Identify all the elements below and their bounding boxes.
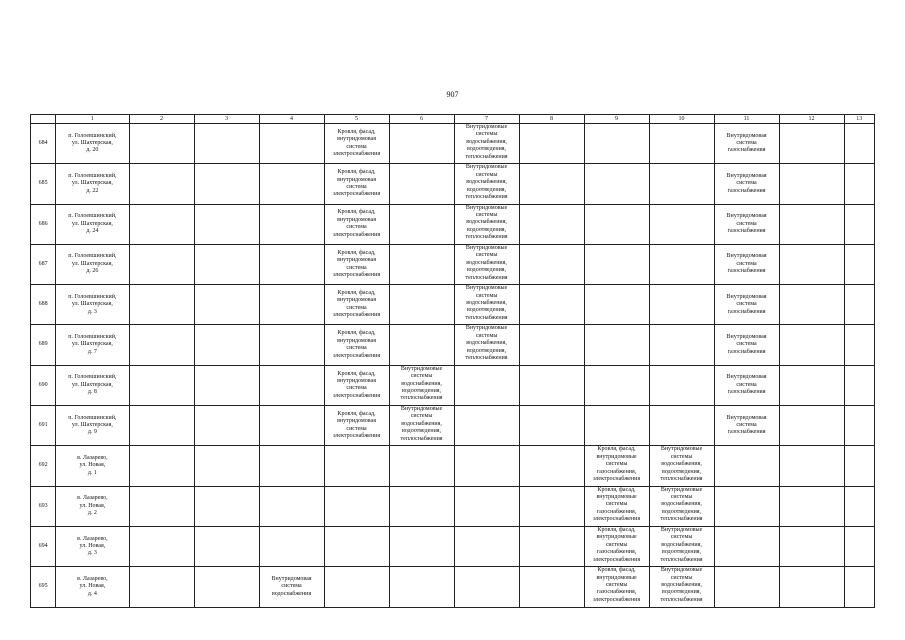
cell-col-4 xyxy=(194,164,259,204)
cell-col-4 xyxy=(194,285,259,325)
cell-col-14 xyxy=(844,164,874,204)
cell-col-5 xyxy=(259,486,324,526)
cell-address: п. Голоевшинский, ул. Шахтерская, д. 26 xyxy=(56,244,129,284)
cell-col-14 xyxy=(844,285,874,325)
cell-col-7 xyxy=(389,325,454,365)
cell-row-number: 694 xyxy=(31,526,56,566)
cell-col-13 xyxy=(779,567,844,607)
cell-col-7 xyxy=(389,244,454,284)
cell-col-9 xyxy=(519,526,584,566)
cell-col-9 xyxy=(519,204,584,244)
cell-col-12 xyxy=(714,486,779,526)
header-cell-9: 9 xyxy=(584,115,649,124)
table-row xyxy=(31,325,875,365)
cell-col-10 xyxy=(584,244,649,284)
cell-col-11 xyxy=(649,204,714,244)
cell-col-13 xyxy=(779,365,844,405)
column-number-row xyxy=(31,115,875,124)
table-row xyxy=(31,446,875,486)
cell-col-11: Внутридомовые системы водоснабжения, водоотведения, теплоснабжения xyxy=(649,446,714,486)
cell-col-12: Внутридомовая система газоснабжения xyxy=(714,325,779,365)
cell-col-8 xyxy=(454,526,519,566)
cell-col-3 xyxy=(129,164,194,204)
cell-col-6: Кровля, фасад, внутридомовая система электроснабжения xyxy=(324,244,389,284)
cell-col-11 xyxy=(649,124,714,164)
cell-col-7 xyxy=(389,204,454,244)
header-cell-8: 8 xyxy=(519,115,584,124)
cell-col-3 xyxy=(129,204,194,244)
cell-col-4 xyxy=(194,325,259,365)
cell-col-14 xyxy=(844,325,874,365)
cell-col-4 xyxy=(194,244,259,284)
header-cell-10: 10 xyxy=(649,115,714,124)
cell-row-number: 687 xyxy=(31,244,56,284)
cell-col-14 xyxy=(844,526,874,566)
cell-col-4 xyxy=(194,446,259,486)
cell-col-9 xyxy=(519,446,584,486)
cell-col-12 xyxy=(714,446,779,486)
cell-col-6: Кровля, фасад, внутридомовая система электроснабжения xyxy=(324,204,389,244)
cell-col-7 xyxy=(389,486,454,526)
cell-col-6 xyxy=(324,567,389,607)
cell-col-8 xyxy=(454,406,519,446)
table-row xyxy=(31,244,875,284)
cell-col-9 xyxy=(519,406,584,446)
cell-col-5 xyxy=(259,325,324,365)
cell-col-9 xyxy=(519,244,584,284)
cell-col-4 xyxy=(194,406,259,446)
cell-col-6: Кровля, фасад, внутридомовая система электроснабжения xyxy=(324,124,389,164)
cell-address: п. Голоевшинский, ул. Шахтерская, д. 3 xyxy=(56,285,129,325)
cell-col-8 xyxy=(454,567,519,607)
table-row xyxy=(31,365,875,405)
cell-col-6: Кровля, фасад, внутридомовая система электроснабжения xyxy=(324,406,389,446)
cell-col-11 xyxy=(649,406,714,446)
cell-col-8: Внутридомовые системы водоснабжения, водоотведения, теплоснабжения xyxy=(454,285,519,325)
cell-col-8: Внутридомовые системы водоснабжения, водоотведения, теплоснабжения xyxy=(454,124,519,164)
cell-col-14 xyxy=(844,244,874,284)
cell-col-3 xyxy=(129,285,194,325)
cell-col-5: Внутридомовая система водоснабжения xyxy=(259,567,324,607)
cell-col-7: Внутридомовые системы водоснабжения, водоотведения, теплоснабжения xyxy=(389,406,454,446)
cell-col-7 xyxy=(389,446,454,486)
cell-col-10 xyxy=(584,124,649,164)
cell-address: п. Голоевшинский, ул. Шахтерская, д. 9 xyxy=(56,406,129,446)
cell-col-12: Внутридомовая система газоснабжения xyxy=(714,406,779,446)
cell-col-13 xyxy=(779,164,844,204)
header-cell-7: 7 xyxy=(454,115,519,124)
cell-col-6: Кровля, фасад, внутридомовая система электроснабжения xyxy=(324,285,389,325)
header-cell-4: 4 xyxy=(259,115,324,124)
cell-address: в. Лазарево, ул. Новая, д. 4 xyxy=(56,567,129,607)
header-cell-13: 13 xyxy=(844,115,874,124)
cell-col-3 xyxy=(129,486,194,526)
cell-col-11 xyxy=(649,244,714,284)
cell-col-5 xyxy=(259,285,324,325)
page-number: 907 xyxy=(446,90,459,99)
cell-col-5 xyxy=(259,244,324,284)
cell-col-3 xyxy=(129,526,194,566)
cell-col-5 xyxy=(259,446,324,486)
cell-col-6: Кровля, фасад, внутридомовая система электроснабжения xyxy=(324,365,389,405)
cell-col-3 xyxy=(129,124,194,164)
table-row xyxy=(31,526,875,566)
cell-col-12 xyxy=(714,526,779,566)
cell-col-6 xyxy=(324,526,389,566)
cell-col-14 xyxy=(844,567,874,607)
cell-col-12: Внутридомовая система газоснабжения xyxy=(714,164,779,204)
table-row xyxy=(31,285,875,325)
table-row xyxy=(31,567,875,607)
table-row xyxy=(31,164,875,204)
cell-col-13 xyxy=(779,124,844,164)
cell-col-11 xyxy=(649,285,714,325)
cell-col-14 xyxy=(844,446,874,486)
cell-address: п. Голоевшинский, ул. Шахтерская, д. 8 xyxy=(56,365,129,405)
cell-col-4 xyxy=(194,526,259,566)
cell-col-13 xyxy=(779,325,844,365)
header-cell-blank xyxy=(31,115,56,124)
header-cell-12: 12 xyxy=(779,115,844,124)
cell-col-6: Кровля, фасад, внутридомовая система электроснабжения xyxy=(324,325,389,365)
cell-row-number: 689 xyxy=(31,325,56,365)
cell-col-4 xyxy=(194,365,259,405)
cell-col-10 xyxy=(584,365,649,405)
cell-col-5 xyxy=(259,526,324,566)
cell-row-number: 691 xyxy=(31,406,56,446)
cell-col-4 xyxy=(194,204,259,244)
cell-col-9 xyxy=(519,325,584,365)
work-plan-table xyxy=(30,114,875,608)
cell-col-9 xyxy=(519,567,584,607)
cell-col-7: Внутридомовые системы водоснабжения, водоотведения, теплоснабжения xyxy=(389,365,454,405)
cell-row-number: 686 xyxy=(31,204,56,244)
cell-col-7 xyxy=(389,567,454,607)
cell-col-4 xyxy=(194,567,259,607)
header-cell-2: 2 xyxy=(129,115,194,124)
cell-col-13 xyxy=(779,285,844,325)
cell-address: в. Лазарево, ул. Новая, д. 2 xyxy=(56,486,129,526)
cell-col-10 xyxy=(584,204,649,244)
cell-col-5 xyxy=(259,124,324,164)
cell-col-5 xyxy=(259,365,324,405)
cell-col-12: Внутридомовая система газоснабжения xyxy=(714,124,779,164)
cell-col-14 xyxy=(844,486,874,526)
cell-row-number: 685 xyxy=(31,164,56,204)
cell-col-13 xyxy=(779,406,844,446)
cell-col-12 xyxy=(714,567,779,607)
cell-col-6 xyxy=(324,486,389,526)
cell-col-9 xyxy=(519,285,584,325)
cell-address: в. Лазарево, ул. Новая, д. 1 xyxy=(56,446,129,486)
cell-col-10: Кровля, фасад, внутридомовые системы газоснабжения, электроснабжения xyxy=(584,567,649,607)
cell-row-number: 693 xyxy=(31,486,56,526)
cell-col-10: Кровля, фасад, внутридомовые системы газоснабжения, электроснабжения xyxy=(584,446,649,486)
cell-col-10: Кровля, фасад, внутридомовые системы газоснабжения, электроснабжения xyxy=(584,486,649,526)
cell-col-3 xyxy=(129,325,194,365)
cell-col-8 xyxy=(454,446,519,486)
cell-col-10 xyxy=(584,325,649,365)
cell-col-4 xyxy=(194,124,259,164)
cell-row-number: 692 xyxy=(31,446,56,486)
cell-col-5 xyxy=(259,204,324,244)
cell-col-13 xyxy=(779,446,844,486)
cell-row-number: 695 xyxy=(31,567,56,607)
cell-col-3 xyxy=(129,406,194,446)
cell-col-8: Внутридомовые системы водоснабжения, водоотведения, теплоснабжения xyxy=(454,244,519,284)
cell-col-14 xyxy=(844,204,874,244)
header-cell-3: 3 xyxy=(194,115,259,124)
header-cell-5: 5 xyxy=(324,115,389,124)
cell-col-3 xyxy=(129,244,194,284)
header-cell-11: 11 xyxy=(714,115,779,124)
table-row xyxy=(31,486,875,526)
cell-col-11: Внутридомовые системы водоснабжения, водоотведения, теплоснабжения xyxy=(649,486,714,526)
cell-col-6 xyxy=(324,446,389,486)
cell-col-10: Кровля, фасад, внутридомовые системы газоснабжения, электроснабжения xyxy=(584,526,649,566)
table-row xyxy=(31,204,875,244)
cell-col-9 xyxy=(519,164,584,204)
cell-col-11 xyxy=(649,325,714,365)
cell-col-3 xyxy=(129,365,194,405)
cell-col-12: Внутридомовая система газоснабжения xyxy=(714,204,779,244)
cell-col-10 xyxy=(584,285,649,325)
cell-col-8 xyxy=(454,486,519,526)
cell-col-11: Внутридомовые системы водоснабжения, водоотведения, теплоснабжения xyxy=(649,567,714,607)
header-cell-1: 1 xyxy=(56,115,129,124)
cell-col-13 xyxy=(779,244,844,284)
cell-col-10 xyxy=(584,164,649,204)
cell-col-12: Внутридомовая система газоснабжения xyxy=(714,365,779,405)
cell-col-14 xyxy=(844,365,874,405)
cell-col-13 xyxy=(779,526,844,566)
cell-col-7 xyxy=(389,526,454,566)
table-body xyxy=(31,124,875,608)
cell-col-9 xyxy=(519,486,584,526)
cell-col-13 xyxy=(779,204,844,244)
cell-address: в. Лазарево, ул. Новая, д. 3 xyxy=(56,526,129,566)
cell-address: п. Голоевшинский, ул. Шахтерская, д. 24 xyxy=(56,204,129,244)
cell-col-7 xyxy=(389,124,454,164)
cell-row-number: 688 xyxy=(31,285,56,325)
cell-col-7 xyxy=(389,164,454,204)
table-row xyxy=(31,406,875,446)
cell-col-8: Внутридомовые системы водоснабжения, водоотведения, теплоснабжения xyxy=(454,164,519,204)
cell-col-8: Внутридомовые системы водоснабжения, водоотведения, теплоснабжения xyxy=(454,325,519,365)
cell-col-5 xyxy=(259,164,324,204)
header-cell-6: 6 xyxy=(389,115,454,124)
cell-col-7 xyxy=(389,285,454,325)
cell-row-number: 684 xyxy=(31,124,56,164)
cell-address: п. Голоевшинский, ул. Шахтерская, д. 7 xyxy=(56,325,129,365)
cell-col-8 xyxy=(454,365,519,405)
cell-col-11: Внутридомовые системы водоснабжения, водоотведения, теплоснабжения xyxy=(649,526,714,566)
table-row xyxy=(31,124,875,164)
cell-col-14 xyxy=(844,124,874,164)
cell-col-3 xyxy=(129,446,194,486)
cell-row-number: 690 xyxy=(31,365,56,405)
cell-address: п. Голоевшинский, ул. Шахтерская, д. 20 xyxy=(56,124,129,164)
cell-col-4 xyxy=(194,486,259,526)
cell-col-3 xyxy=(129,567,194,607)
cell-col-11 xyxy=(649,164,714,204)
cell-col-12: Внутридомовая система газоснабжения xyxy=(714,244,779,284)
cell-col-9 xyxy=(519,124,584,164)
cell-col-12: Внутридомовая система газоснабжения xyxy=(714,285,779,325)
cell-col-13 xyxy=(779,486,844,526)
cell-col-6: Кровля, фасад, внутридомовая система электроснабжения xyxy=(324,164,389,204)
cell-col-5 xyxy=(259,406,324,446)
cell-col-11 xyxy=(649,365,714,405)
cell-address: п. Голоевшинский, ул. Шахтерская, д. 22 xyxy=(56,164,129,204)
cell-col-14 xyxy=(844,406,874,446)
cell-col-8: Внутридомовые системы водоснабжения, водоотведения, теплоснабжения xyxy=(454,204,519,244)
cell-col-9 xyxy=(519,365,584,405)
cell-col-10 xyxy=(584,406,649,446)
